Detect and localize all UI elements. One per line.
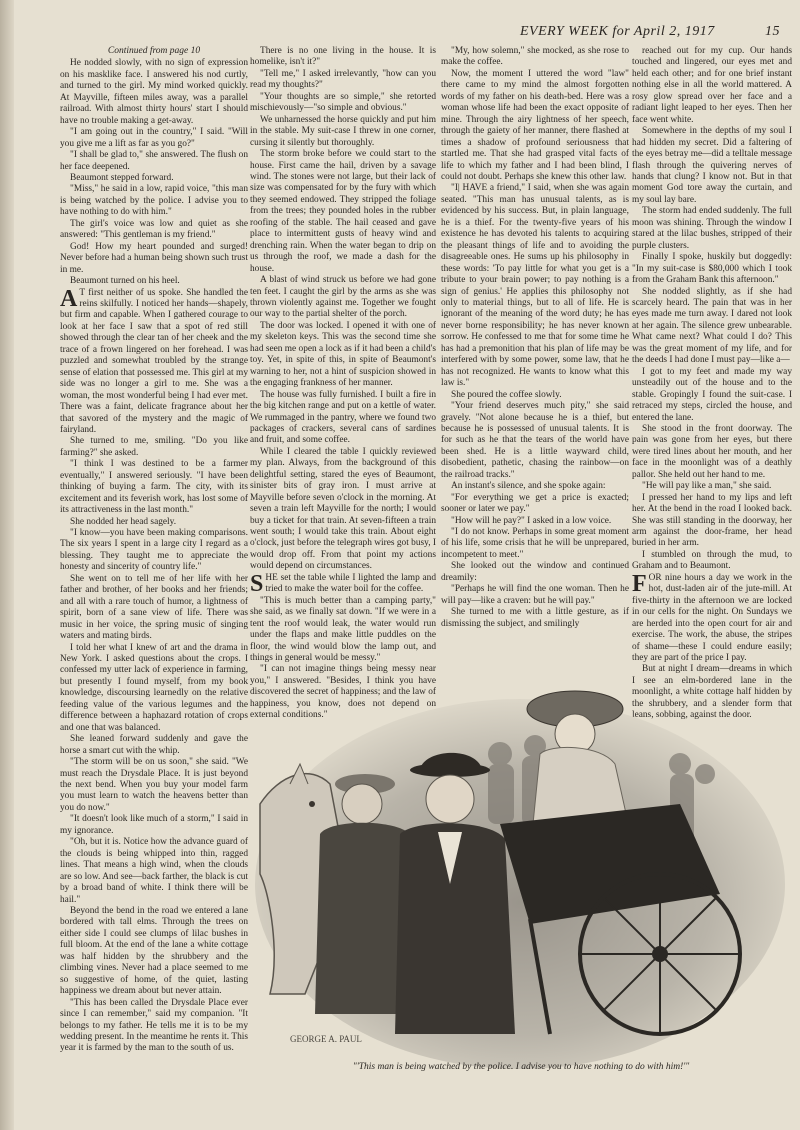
artist-signature: GEORGE A. PAUL [290,1034,362,1044]
paragraph: "I am going out in the country," I said. "Will you give me a lift as far as you go?" [60,127,248,149]
paragraph: There is no one living in the house. It is homelike, isn't it?" [250,46,436,68]
paragraph: "I know—you have been making comparisons. The six years I spent in a large city I regard as a blessing. They taught me to appreciate the honesty and sincerity of country life." [60,528,248,573]
paragraph: "Tell me," I asked irrelevantly, "how can you read my thoughts?" [250,68,436,91]
paragraph: "Oh, but it is. Notice how the advance guard of the clouds is being whipped into thin, ragged lines. That means a high wind, when the clouds are so low. And see—back farther, the black is cut by a broad band of white. I think there will be hail." [60,837,248,905]
paragraph: The house was fully furnished. I built a fire in the big kitchen range and put on a kettle of water. We rummaged in the pantry, where we found two packages of crackers, several cans of sardines and fruit, and some coffee. [250,389,436,446]
paragraph: She nodded slightly, as if she had scarcely heard. The pain that was in her eyes made me turn away. I dared not look at her again. The silence grew unbearable. What came next? What could I do? This was the great moment of my life, and for the deeds I had done I must pay—like a— [632,286,792,366]
paragraph: She went on to tell me of her life with her father and brother, of her books and her friends; and all with a rare touch of humor, a lightness of spirit, born of a sane view of life. There was music in her voice, the spring music of singing waters and mating birds. [60,573,248,642]
paragraph: "This is much better than a camping party," she said, as we finally sat down. "If we were in a tent the roof would leak, the water would run under the flaps and make little puddles on the floor, the wind would blow the lamp out, and things in general would be messy." [250,595,436,664]
paragraph: "My, how solemn," she mocked, as she rose to make the coffee. [441,46,629,68]
illustration-drawing [250,654,792,1062]
paragraph: "Your friend deserves much pity," she said gravely. "Not alone because he is a thief, but because he is possessed of unusual talents. It is for such as he that the tears of the world have been shed. He is a little wayward child, disobedient, pathetic, chasing the rainbow—on the railroad tracks." [441,401,629,480]
illustration-caption: "'This man is being watched by the police. I advise you to have nothing to do with him!'" [352,1062,690,1072]
paragraph: SHE set the table while I lighted the lamp and tried to make the water boil for the coffee. [250,570,436,597]
paragraph: "I can not imagine things being messy near you," I answered. "Besides, I think you have discovered the secret of happiness; and the law of happiness, you know, does not depend on external conditions." [250,664,436,721]
paragraph: She turned to me, smiling. "Do you like farming?" she asked. [60,436,248,458]
paragraph: The door was locked. I opened it with one of my skeleton keys. This was the second time she had seen me open a lock as if it had been a child's toy. Yet, in spite of this, in spite of Beaumont's warning to her, not a hint of suspicion showed in the engaging frankness of her manner. [250,320,436,389]
paragraph: He nodded slowly, with no sign of expression on his masklike face. I answered his nod curtly, and turned to the girl. My mind worked quickly. At Mayville, fifteen miles away, was a parallel railroad. With almost thirty hours' start I should have no trouble making a get-away. [60,58,248,126]
header-title: EVERY WEEK for April 2, 1917 [520,24,715,39]
paragraph: "I shall be glad to," she answered. The flush on her face deepened. [60,150,248,172]
paragraph: Beaumont stepped forward. [70,172,174,183]
paragraph: "I| HAVE a friend," I said, when she was again seated. "This man has unusual talents, as is evidenced by his success. But, in plain language, he is a thief. For the twenty-five years of his existence he has devoted his talents to acquiring the pleasant things of life and to avoiding the disagreeable ones. He sums up his philosophy in these words: 'To pay little for what you get is a tribute to your brain power; to pay nothing is a sign of genius.' He applies this philosophy not only to material things, but to all of life. He is ignorant of the meaning of the word duty; he has never borne responsibility; he has never known sorrow. He confessed to me that for some time he has had a premonition that his plan of life may be interfered with by some power, some law, that he has not recognized. He wants to know what this law is." [441,183,629,389]
paragraph: reached out for my cup. Our hands touched and lingered, our eyes met and held each other; and for one brief instant nothing else in all the world mattered. A rosy glow spread over her face and a radiant light leaped to her eyes. Then her face went white. [632,46,792,125]
drop-cap: S [250,570,264,597]
page-number: 15 [765,24,780,39]
paragraph: Now, the moment I uttered the word "law" there came to my mind the almost forgotten words of my father on his death-bed. Here was a woman whose life had been the exact opposite of mine. Through the airy lightness of her speech, through the gaiety of her manner, there flashed at times a shadow of profound seriousness that startled me. That she had grasped vital facts of life to which my father and I had been blind, I could not doubt. Perhaps she knew this other law. [441,68,629,182]
paragraph: "I think I was destined to be a farmer eventually," I answered seriously. "I have been thinking of buying a farm. The city, with its excitement and its feverish work, has lost some of its attractiveness in the last month." [60,459,248,516]
paragraph: A T first neither of us spoke. She handled the reins skilfully. I noticed her hands—shapely, but firm and capable. When I gathered courage to look at her face I saw that a spot of red still showed through the clear tan of her cheek and the trace of a frown lingered on her forehead. I was puzzled and somewhat troubled by the strange sense of elation that possessed me. This girl at my side was no longer a girl to me. She was a woman, the most wonderful being I had ever met. There was a faint, delicate fragrance about her that savored of the mystery and the magic of fairyland. [60,285,248,435]
paragraph: The storm had ended suddenly. The full moon was shining. Through the window I stared at the lilac bushes, stripped of their purple clusters. [632,206,792,251]
paragraph: I got to my feet and made my way unsteadily out of the house and to the stable. Gropingly I found the suit-case. I retraced my steps, circled the house, and entered the lane. [632,366,792,423]
paragraph: Beaumont turned on his heel. [70,276,180,287]
paragraph: She turned to me with a little gesture, as if dismissing the subject, and smilingly [441,607,629,629]
paragraph: "He will pay like a man," she said. [642,481,772,492]
paragraph: "The storm will be on us soon," she said. "We must reach the Drysdale Place. It is just beyond the next bend. When you buy your model farm you must learn to watch the heavens better than you do now." [60,757,248,813]
paragraph: God! How my heart pounded and surged! Never before had a human being shown such trust in me. [60,241,248,275]
paragraph: "How will he pay?" I asked in a low voice. [451,515,612,526]
paragraph: Finally I spoke, huskily but doggedly: "In my suit-case is $80,000 which I took from the Graham Bank this afternoon." [632,252,792,286]
paragraph: "This has been called the Drysdale Place ever since I can remember," said my companion. "It belongs to my father. He tells me it is to be my wedding present. In the meantime he rents it. This year it is farmed by the man to the south of us. [60,997,248,1054]
paragraph: She looked out the window and continued dreamily: [441,561,629,583]
paragraph: I pressed her hand to my lips and left her. At the bend in the road I looked back. She was still standing in the doorway, her arm against the door-frame, her head buried in her arm. [632,492,792,549]
paragraph: Beyond the bend in the road we entered a lane bordered with tall elms. Through the trees on either side I could see clumps of lilac bushes in full bloom. At the end of the lane a white cottage was half hidden by the shrubbery and the climbing vines. Never had a place seemed to me so suggestive of home, of the quiet, lasting happiness we dream about but never attain. [60,905,248,997]
paragraph: She poured the coffee slowly. [451,389,562,400]
paragraph: The storm broke before we could start to the house. First came the hail, driven by a savage wind. The stones were not large, but their lack of size was compensated for by the fury with which they seemed endowed. They stripped the foliage from the trees; they pounded holes in the rubber roofing of the stable. The hail ceased and gave place to intermittent gusts of heavy wind and drenching rain. When the water began to drip on us through the roof, we made a dash for the house. [250,149,436,274]
paragraph: I told her what I knew of art and the drama in New York. I asked questions about the crops. I confessed my utter lack of experience in farming, but presently I found myself, from my book knowledge, discoursing learnedly on the relative feeding value of the various legumes and the difference between a haphazard rotation of crops and one that was balanced. [60,642,248,733]
paragraph: A blast of wind struck us before we had gone ten feet. I caught the girl by the arms as she was thrown violently against me. Together we fought our way to the partial shelter of the porch. [250,275,436,320]
paragraph: "It doesn't look like much of a storm," I said in my ignorance. [60,814,248,836]
continued-note: Continued from page 10 [107,46,201,56]
paragraph: She leaned forward suddenly and gave the horse a smart cut with the whip. [60,734,248,756]
paragraph: While I cleared the table I quickly reviewed my plan. Always, from the background of this delightful setting, stared the eyes of Beaumont, sinister bits of gray iron. I must arrive at Mayville before seven o'clock in the morning. At seven a train left Mayville for the north; I would buy a ticket for that train. At seven-fifteen a train went south; I would take this train. About eight o'clock, just before the telegraph wires got busy, I would drop off. From that point my actions would depend on circumstances. [250,446,436,572]
paragraph: The girl's voice was low and quiet as she answered: "This gentleman is my friend." [60,218,248,241]
page-header [520,24,780,44]
drop-cap: F [632,570,647,597]
text-column-1 [60,46,248,1086]
page-binding [0,0,14,1130]
story-illustration [250,654,792,1062]
paragraph: But at night I dream—dreams in which I see an elm-bordered lane in the moonlight, a white cottage half hidden by the shrubbery, and a slender form that leans, sobbing, against the door. [632,664,792,721]
paragraph: "Perhaps he will find the one woman. Then he will pay—like a craven: but he will pay." [441,584,629,606]
paragraph: Somewhere in the depths of my soul I had hidden my secret. Did a faltering of the eyes betray me—did a telltale message flash through the quivering nerves of hands that clung? I know not. But in that moment God tore away the curtain, and my soul lay bare. [632,126,792,205]
text-column-3 [441,46,629,649]
paragraph: FOR nine hours a day we work in the hot, dust-laden air of the jute-mill. At five-thirty in the afternoon we are locked in our cells for the night. On Sundays we are herded into the open court for air and exercise. The work, the abuse, the stripes of shame—these I could endure easily; they are part of the price I pay. [632,570,792,664]
text-column-2 [250,46,436,721]
paragraph: An instant's silence, and she spoke again: [451,481,606,492]
paragraph: "I do not know. Perhaps in some great moment of his life, some crisis that he will be unprepared, incompetent to meet." [441,527,629,560]
paragraph: She stood in the front doorway. The pain was gone from her eyes, but there were tired lines about her mouth, and her face in the moonlight was of a deathly pallor. She held out her hand to me. [632,423,792,480]
drop-cap: A [60,285,78,312]
paragraph: "Miss," he said in a low, rapid voice, "this man is being watched by the police. I advise you to have nothing to do with him." [60,184,248,218]
paragraph: "Your thoughts are so simple," she retorted mischievously—"so simple and obvious." [250,91,436,114]
paragraph: I stumbled on through the mud, to Graham and to Beaumont. [632,549,792,572]
paragraph: We unharnessed the horse quickly and put him in the stable. My suit-case I threw in one corner, cursing it silently but thoroughly. [250,114,436,148]
text-column-4 [632,46,792,721]
paragraph: She nodded her head sagely. [70,516,177,527]
paragraph: "For everything we get a price is exacted; sooner or later we pay." [441,492,629,515]
